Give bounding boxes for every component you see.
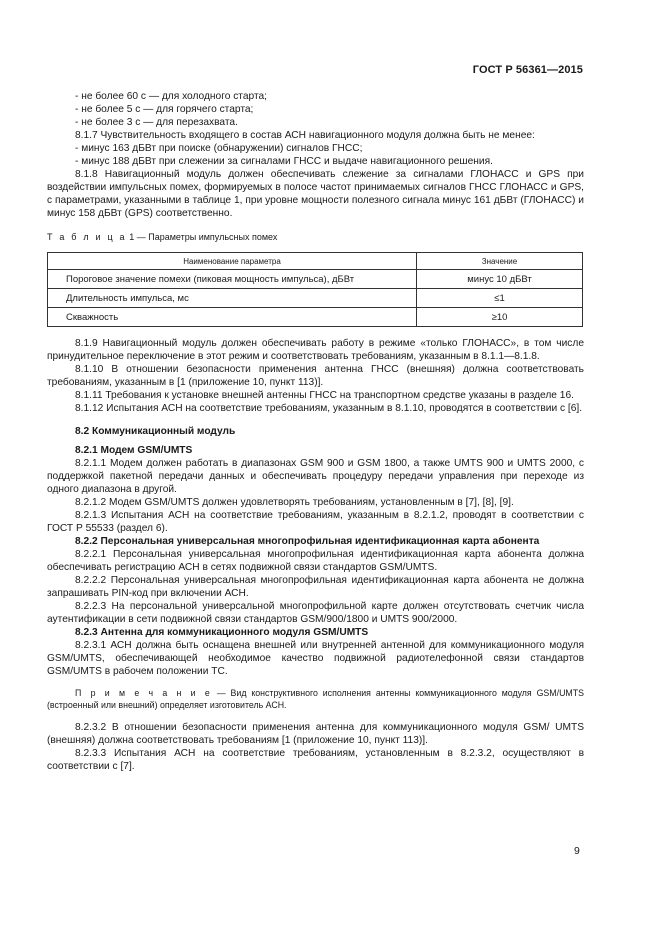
table-cell: Пороговое значение помехи (пиковая мощность импульса), дБВт <box>48 270 417 289</box>
table-cell: Длительность импульса, мс <box>48 289 417 308</box>
table-cell: Скважность <box>48 308 417 327</box>
note <box>47 687 584 711</box>
table-cell: ≥10 <box>417 308 583 327</box>
table-caption-label: Т а б л и ц а <box>47 232 127 242</box>
paragraph: 8.2.1.1 Модем должен работать в диапазонах GSM 900 и GSM 1800, а также UMTS 900 и UMTS 2000, с поддержкой пакетной передачи данных и обеспечивать процедуру передачи управления при переходе из одного диапазона в другой. <box>47 458 584 495</box>
paragraph: 8.1.12 Испытания АСН на соответствие требованиям, указанным в 8.1.10, проводятся в соответствии с [6]. <box>75 403 583 414</box>
section-heading: 8.2 Коммуникационный модуль <box>75 426 236 437</box>
paragraph: 8.2.2.1 Персональная универсальная многопрофильная идентификационная карта абонента должна обеспечивать регистрацию АСН в сетях подвижной связи стандартов GSM/UMTS. <box>47 549 584 573</box>
paragraph: 8.2.1.2 Модем GSM/UMTS должен удовлетворять требованиям, установленным в [7], [8], [9]. <box>75 497 514 508</box>
paragraph: 8.1.8 Навигационный модуль должен обеспечивать слежение за сигналами ГЛОНАСС и GPS при воздействии импульсных помех, формируемых в полосе частот принимаемых сигналов ГНСС ГЛОНАСС и GPS, с параметрами, указанными в таблице 1, при уровне мощности полезного сигнала минус 161 дБВт (ГЛОНАСС) и минус 158 дБВт (GPS) соответственно. <box>47 169 584 219</box>
paragraph: 8.2.3.1 АСН должна быть оснащена внешней или внутренней антенной для коммуникационного модуля GSM/UMTS, обеспечивающей необходимое качество подвижной радиотелефонной связи стандартов GSM/UMTS в рабочем положении ТС. <box>47 640 584 677</box>
table-row <box>48 308 583 327</box>
table-row <box>48 289 583 308</box>
table-caption <box>47 231 584 244</box>
paragraph: 8.1.9 Навигационный модуль должен обеспечивать работу в режиме «только ГЛОНАСС», в том числе принудительное переключение в этот режим и соответствовать требованиям, указанным в 8.1.1—8.1.8. <box>47 338 584 362</box>
note-text: — Вид конструктивного исполнения антенны коммуникационного модуля GSM/UMTS (встроенный или внешний) определяет изготовитель АСН. <box>47 688 584 710</box>
table-cell: ≤1 <box>417 289 583 308</box>
list-item: - не более 3 с — для перезахвата. <box>75 117 238 128</box>
subsection-heading: 8.2.1 Модем GSM/UMTS <box>75 445 193 456</box>
table-row <box>48 270 583 289</box>
list-item: - минус 163 дБВт при поиске (обнаружении) сигналов ГНСС; <box>75 143 363 154</box>
paragraph: 8.2.2.3 На персональной универсальной многопрофильной карте должен отсутствовать счетчик числа аутентификации в сети подвижной связи стандартов GSM/900/1800 и UMTS 900/2000. <box>47 601 584 625</box>
paragraph: 8.2.3.2 В отношении безопасности применения антенна для коммуникационного модуля GSM/ UMTS (внешняя) должна соответствовать требованиям [1 (приложение 10, пункт 113)]. <box>47 722 584 746</box>
document-header: ГОСТ Р 56361—2015 <box>472 64 583 76</box>
subsection-heading: 8.2.2 Персональная универсальная многопрофильная идентификационная карта абонента <box>75 536 540 547</box>
paragraph: 8.2.2.2 Персональная универсальная многопрофильная идентификационная карта абонента не должна запрашивать PIN-код при включении АСН. <box>47 575 584 599</box>
note-label: П р и м е ч а н и е <box>75 688 212 698</box>
table-header-cell: Наименование параметра <box>48 253 417 270</box>
list-item: - не более 60 с — для холодного старта; <box>75 91 268 102</box>
table-cell: минус 10 дБВт <box>417 270 583 289</box>
subsection-heading: 8.2.3 Антенна для коммуникационного модуля GSM/UMTS <box>75 627 369 638</box>
table-header-row <box>48 253 583 270</box>
paragraph: 8.2.1.3 Испытания АСН на соответствие требованиям, указанным в 8.2.1.2, проводят в соответствии с ГОСТ Р 55533 (раздел 6). <box>47 510 584 534</box>
page-content <box>47 90 584 773</box>
page-number: 9 <box>574 845 580 857</box>
paragraph: 8.1.10 В отношении безопасности применения антенна ГНСС (внешняя) должна соответствовать требованиям, указанным в [1 (приложение 10, пункт 113)]. <box>47 364 584 388</box>
paragraph: 8.1.11 Требования к установке внешней антенны ГНСС на транспортном средстве указаны в разделе 16. <box>75 390 574 401</box>
paragraph: 8.1.7 Чувствительность входящего в состав АСН навигационного модуля должна быть не менее: <box>75 130 535 141</box>
paragraph: 8.2.3.3 Испытания АСН на соответствие требованиям, установленным в 8.2.3.2, осуществляют в соответствии с [7]. <box>47 748 584 772</box>
list-item: - не более 5 с — для горячего старта; <box>75 104 254 115</box>
table-caption-text: 1 — Параметры импульсных помех <box>129 232 278 242</box>
parameters-table <box>47 252 583 327</box>
table-header-cell: Значение <box>417 253 583 270</box>
list-item: - минус 188 дБВт при слежении за сигналами ГНСС и выдаче навигационного решения. <box>75 156 493 167</box>
